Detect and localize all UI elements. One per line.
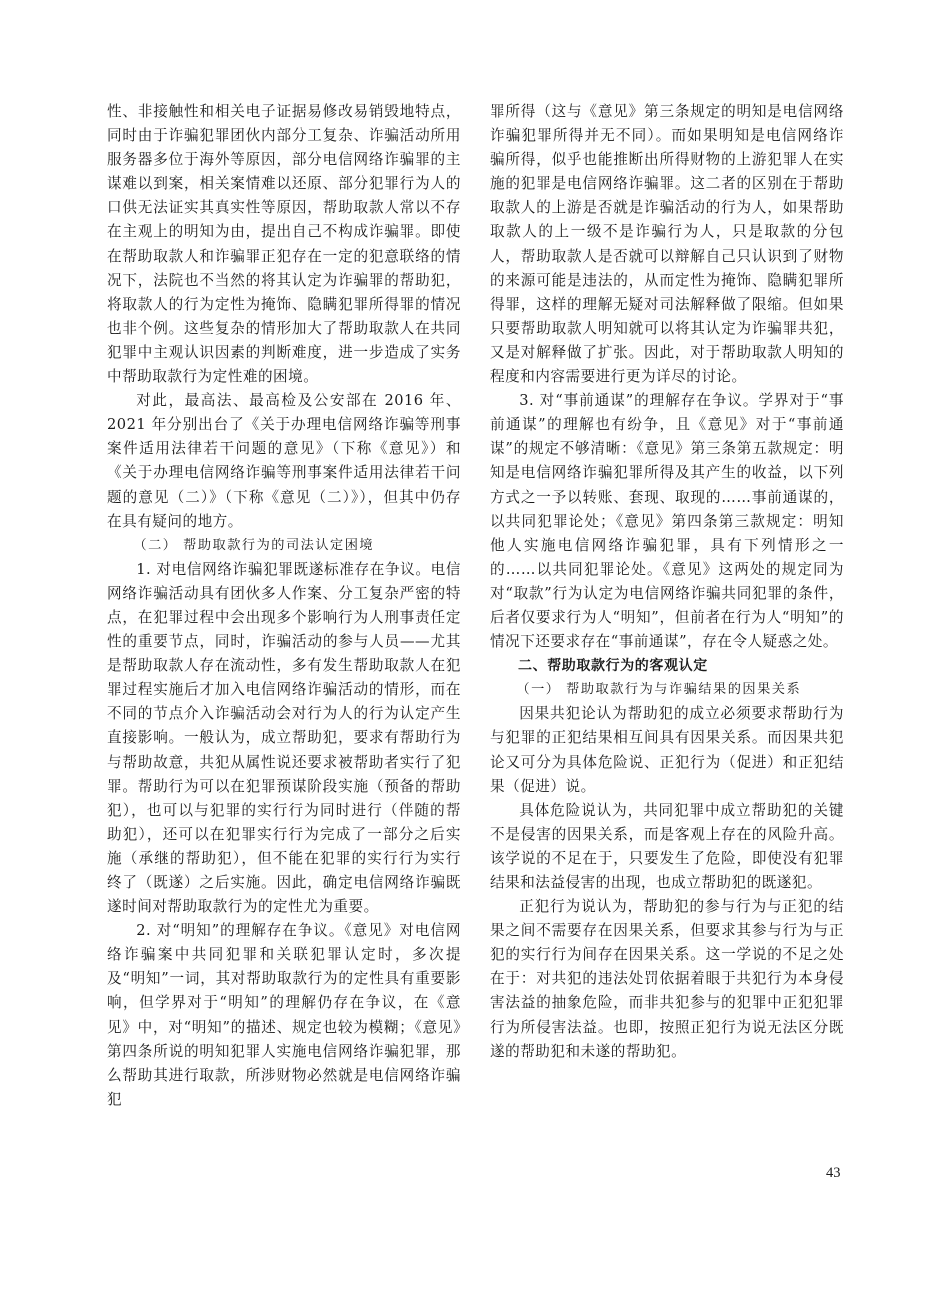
paragraph: 正犯行为说认为，帮助犯的参与行为与正犯的结果之间不需要存在因果关系，但要求其参与行为与正犯的实行行为间存在因果关系。这一学说的不足之处在于：对共犯的违法处罚依据着眼于共犯行为本身侵害法益的抽象危险，而非共犯参与的犯罪中正犯犯罪行为所侵害法益。也即，按照正犯行为说无法区分既遂的帮助犯和未遂的帮助犯。: [490, 898, 844, 1060]
subsection-heading: （一） 帮助取款行为与诈骗结果的因果关系: [516, 682, 802, 698]
paragraph: 因果共犯论认为帮助犯的成立必须要求帮助行为与犯罪的正犯结果相互间具有因果关系。而因果共犯论又可分为具体危险说、正犯行为（促进）和正犯结果（促进）说。: [490, 705, 844, 795]
subsection-heading: （二） 帮助取款行为的司法认定困境: [133, 537, 375, 553]
paragraph-continuation: 罪所得（这与《意见》第三条规定的明知是电信网络诈骗犯罪所得并无不同）。而如果明知是电信网络诈骗所得，似乎也能推断出所得财物的上游犯罪人在实施的犯罪是电信网络诈骗罪。这二者的区别在于帮助取款人的上游是否就是诈骗活动的行为人，如果帮助取款人的上一级不是诈骗行为人，只是取款的分包人，帮助取款人是否就可以辩解自己只认识到了财物的来源可能是违法的，从而定性为掩饰、隐瞒犯罪所得罪，这样的理解无疑对司法解释做了限缩。但如果只要帮助取款人明知就可以将其认定为诈骗罪共犯，又是对解释做了扩张。因此，对于帮助取款人明知的程度和内容需要进行更为详尽的讨论。: [490, 103, 844, 386]
paragraph: 对此，最高法、最高检及公安部在 2016 年、2021 年分别出台了《关于办理电信网络诈骗等刑事案件适用法律若干问题的意见》（下称《意见》）和《关于办理电信网络诈骗等刑事案件适用法律若干问题的意见（二）》（下称《意见（二）》），但其中仍存在具有疑问的地方。: [107, 392, 461, 530]
paragraph-continuation: 性、非接触性和相关电子证据易修改易销毁地特点，同时由于诈骗犯罪团伙内部分工复杂、诈骗活动所用服务器多位于海外等原因，部分电信网络诈骗罪的主谋难以到案，相关案情难以还原、部分犯罪行为人的口供无法证实其真实性等原因，帮助取款人常以不存在主观上的明知为由，提出自己不构成诈骗罪。即使在帮助取款人和诈骗罪正犯存在一定的犯意联络的情况下，法院也不当然的将其认定为诈骗罪的帮助犯，将取款人的行为定性为掩饰、隐瞒犯罪所得罪的情况也非个例。这些复杂的情形加大了帮助取款人在共同犯罪中主观认识因素的判断难度，进一步造成了实务中帮助取款行为定性难的困境。: [107, 103, 461, 386]
left-column: [107, 100, 461, 1112]
right-column: [490, 100, 844, 1064]
paragraph: 3. 对“事前通谋”的理解存在争议。学界对于“事前通谋”的理解也有纷争，且《意见》对于“事前通谋”的规定不够清晰：《意见》第三条第五款规定：明知是电信网络诈骗犯罪所得及其产生的收益，以下列方式之一予以转账、套现、取现的……事前通谋的，以共同犯罪论处；《意见》第四条第三款规定：明知他人实施电信网络诈骗犯罪，具有下列情形之一的……以共同犯罪论处。《意见》这两处的规定同为对“取款”行为认定为电信网络诈骗共同犯罪的条件，后者仅要求行为人“明知”，但前者在行为人“明知”的情况下还要求存在“事前通谋”，存在令人疑惑之处。: [490, 392, 844, 651]
paragraph: 2. 对“明知”的理解存在争议。《意见》对电信网络诈骗案中共同犯罪和关联犯罪认定时，多次提及“明知”一词，其对帮助取款行为的定性具有重要影响，但学界对于“明知”的理解仍存在争议，在《意见》中，对“明知”的描述、规定也较为模糊；《意见》第四条所说的明知犯罪人实施电信网络诈骗犯罪，那么帮助其进行取款，所涉财物必然就是电信网络诈骗犯: [107, 922, 461, 1108]
section-heading: 二、帮助取款行为的客观认定: [518, 658, 708, 675]
paragraph: 具体危险说认为，共同犯罪中成立帮助犯的关键不是侵害的因果关系，而是客观上存在的风险升高。该学说的不足在于，只要发生了危险，即使没有犯罪结果和法益侵害的出现，也成立帮助犯的既遂犯。: [490, 801, 844, 891]
paragraph: 1. 对电信网络诈骗犯罪既遂标准存在争议。电信网络诈骗活动具有团伙多人作案、分工复杂严密的特点，在犯罪过程中会出现多个影响行为人刑事责任定性的重要节点，同时，诈骗活动的参与人员——尤其是帮助取款人存在流动性，多有发生帮助取款人在犯罪过程实施后才加入电信网络诈骗活动的情形，而在不同的节点介入诈骗活动会对行为人的行为认定产生直接影响。一般认为，成立帮助犯，要求有帮助行为与帮助故意，共犯从属性说还要求被帮助者实行了犯罪。帮助行为可以在犯罪预谋阶段实施（预备的帮助犯），也可以与犯罪的实行行为同时进行（伴随的帮助犯），还可以在犯罪实行行为完成了一部分之后实施（承继的帮助犯），但不能在犯罪的实行行为实行终了（既遂）之后实施。因此，确定电信网络诈骗既遂时间对帮助取款行为的定性尤为重要。: [107, 560, 461, 916]
page-number: 43: [826, 1165, 841, 1181]
